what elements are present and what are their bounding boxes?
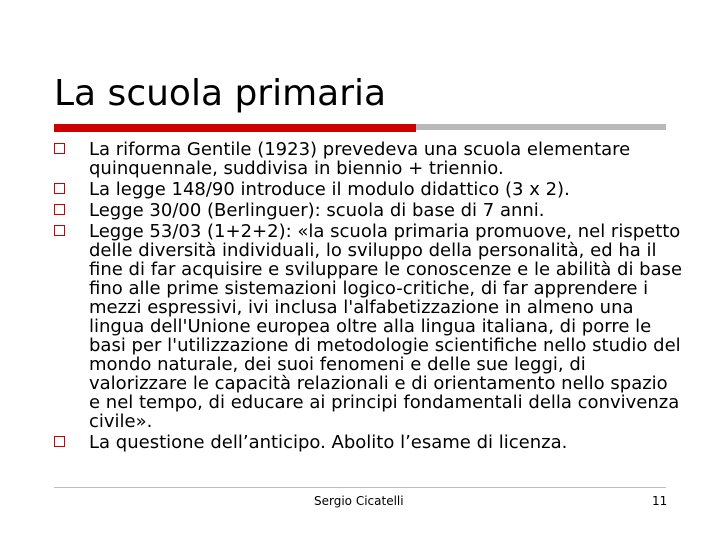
bullet-item [54, 433, 684, 452]
bullet-item [54, 201, 684, 220]
bullet-text: La riforma Gentile (1923) prevedeva una scuola elementare quinquennale, suddivisa in biennio + triennio. [89, 139, 631, 179]
page-number: 11 [652, 494, 668, 508]
bullet-text: Legge 53/03 (1+2+2): «la scuola primaria promuove, nel rispetto delle diversità individuali, lo sviluppo della personalità, ed ha il fine di far acquisire e sviluppare le conoscenze e le abilità di base fino alle prime sistemazioni logico-critiche, di far apprendere i mezzi espressivi, ivi inclusa l'alfabetizzazione in almeno una lingua dell'Unione europea oltre alla lingua italiana, di porre le basi per l'utilizzazione di metodologie scientifiche nello studio del mondo naturale, dei suoi fenomeni e delle sue leggi, di valorizzare le capacità relazionali e di orientamento nello spazio e nel tempo, di educare ai principi fondamentali della convivenza civile». [89, 221, 683, 432]
title-underline-red [54, 124, 416, 132]
hollow-square-bullet-icon [54, 225, 65, 236]
bullet-item [54, 222, 684, 431]
footer-author: Sergio Cicatelli [314, 494, 404, 508]
hollow-square-bullet-icon [54, 183, 65, 194]
hollow-square-bullet-icon [54, 204, 65, 215]
bullet-text: Legge 30/00 (Berlinguer): scuola di base di 7 anni. [89, 200, 545, 221]
hollow-square-bullet-icon [54, 143, 65, 154]
bullet-text: La questione dell’anticipo. Abolito l’esame di licenza. [89, 432, 568, 453]
bullet-item [54, 180, 684, 199]
bullet-text: La legge 148/90 introduce il modulo didattico (3 x 2). [89, 179, 570, 200]
footer-divider [54, 487, 666, 488]
slide-title: La scuola primaria [54, 73, 387, 114]
bullet-list [54, 140, 684, 452]
bullet-item [54, 140, 684, 178]
hollow-square-bullet-icon [54, 436, 65, 447]
